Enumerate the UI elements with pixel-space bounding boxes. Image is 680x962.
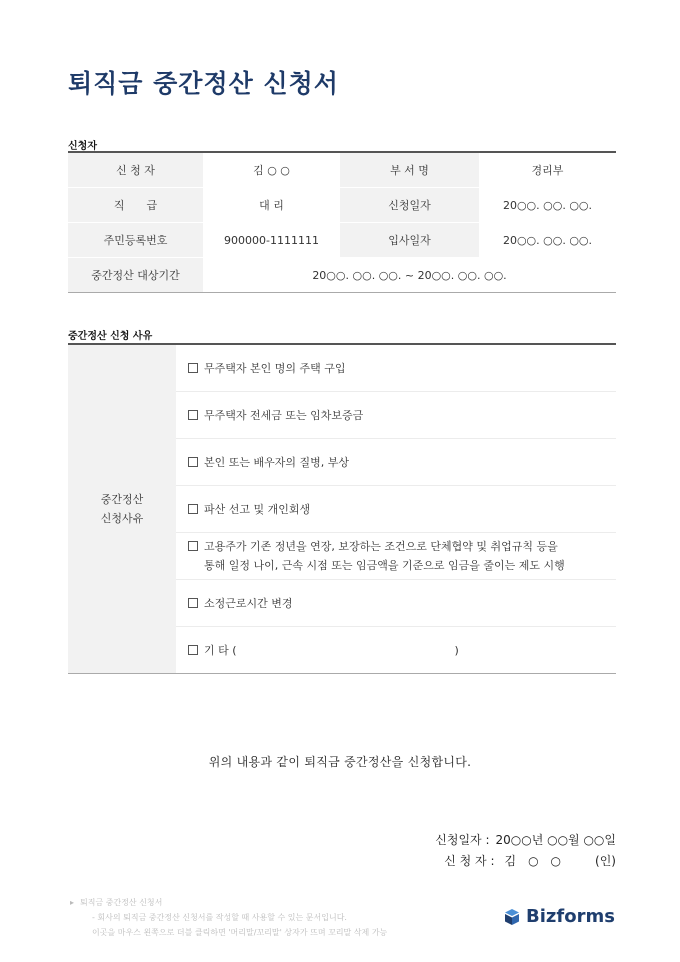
checkbox-icon[interactable] <box>188 410 198 420</box>
footer-instruction: 이곳을 마우스 왼쪽으로 더블 클릭하면 '머리말/꼬리말' 상자가 뜨며 꼬리말 삭제 가능 <box>92 928 388 937</box>
reason-option-bankruptcy[interactable] <box>176 486 616 533</box>
position-label: 직 급 <box>68 188 203 223</box>
footer-bullet-icon: ▸ <box>70 898 75 907</box>
reason-option-lease-deposit[interactable] <box>176 392 616 439</box>
department-value: 경리부 <box>531 164 564 177</box>
option-label: 무주택자 전세금 또는 임차보증금 <box>204 408 364 422</box>
application-date-value: 20○○. ○○. ○○. <box>479 188 616 223</box>
signature-date-value: 20○○년 ○○월 ○○일 <box>495 833 616 847</box>
applicant-section-label: 신청자 <box>68 141 97 152</box>
position-value: 대 리 <box>203 188 340 223</box>
department-label: 부 서 명 <box>340 152 479 188</box>
period-value: 20○○. ○○. ○○. ~ 20○○. ○○. ○○. <box>203 258 616 293</box>
reason-option-wage-peak[interactable] <box>176 533 616 580</box>
checkbox-icon[interactable] <box>188 363 198 373</box>
applicant-table <box>68 151 616 293</box>
table-row <box>68 188 616 223</box>
option-label: 기 타 ( <box>204 643 237 657</box>
signature-date-row <box>435 831 616 852</box>
signature-block <box>435 831 616 873</box>
logo-text: Bizforms <box>526 906 615 927</box>
applicant-name-label: 신 청 자 <box>68 152 203 188</box>
resident-number-value: 900000-1111111 <box>203 223 340 258</box>
table-row <box>68 258 616 293</box>
option-label: 무주택자 본인 명의 주택 구입 <box>204 361 346 375</box>
hire-date-label: 입사일자 <box>340 223 479 258</box>
table-row <box>68 344 616 392</box>
table-row <box>68 152 616 188</box>
application-statement: 위의 내용과 같이 퇴직금 중간정산을 신청합니다. <box>208 755 472 769</box>
seal-mark: (인) <box>595 854 616 868</box>
reason-option-house-purchase[interactable] <box>176 344 616 392</box>
checkbox-icon[interactable] <box>188 645 198 655</box>
footer-title: 퇴직금 중간정산 신청서 <box>80 898 163 907</box>
footer-note[interactable] <box>70 895 387 940</box>
period-label: 중간정산 대상기간 <box>68 258 203 293</box>
applicant-name-value: 김 ○ ○ <box>253 164 290 177</box>
signature-date-label: 신청일자 : <box>435 833 490 847</box>
footer-description: - 회사의 퇴직금 중간정산 신청서를 작성할 때 사용할 수 있는 문서입니다. <box>92 913 347 922</box>
reason-row-label <box>68 344 176 674</box>
option-label-line2: 통해 일정 나이, 근속 시점 또는 임금액을 기준으로 임금을 줄이는 제도 시행 <box>204 559 565 572</box>
option-label: 소정근로시간 변경 <box>204 596 293 610</box>
option-label: 본인 또는 배우자의 질병, 부상 <box>204 455 349 469</box>
bizforms-logo <box>503 906 615 927</box>
reason-row-label-line2: 신청사유 <box>100 512 144 525</box>
signature-name-label: 신 청 자 : <box>444 854 495 868</box>
option-label: 파산 선고 및 개인회생 <box>204 502 311 516</box>
checkbox-icon[interactable] <box>188 504 198 514</box>
signature-name-value: 김 ○ ○ <box>504 854 562 868</box>
checkbox-icon[interactable] <box>188 541 198 551</box>
checkbox-icon[interactable] <box>188 598 198 608</box>
application-date-label: 신청일자 <box>340 188 479 223</box>
reason-table <box>68 343 616 674</box>
option-label: 고용주가 기존 정년을 연장, 보장하는 조건으로 단체협약 및 취업규칙 등을 <box>204 540 558 553</box>
hire-date-value: 20○○. ○○. ○○. <box>479 223 616 258</box>
reason-option-illness[interactable] <box>176 439 616 486</box>
checkbox-icon[interactable] <box>188 457 198 467</box>
signature-name-row <box>435 852 616 873</box>
document-title: 퇴직금 중간정산 신청서 <box>68 69 339 98</box>
reason-option-other[interactable] <box>176 627 616 674</box>
reason-option-working-hours[interactable] <box>176 580 616 627</box>
other-reason-close: ) <box>454 643 459 657</box>
reason-section-label: 중간정산 신청 사유 <box>68 331 153 342</box>
resident-number-label: 주민등록번호 <box>68 223 203 258</box>
table-row <box>68 223 616 258</box>
stacked-blocks-logo-icon <box>503 908 521 926</box>
reason-row-label-line1: 중간정산 <box>100 493 144 506</box>
